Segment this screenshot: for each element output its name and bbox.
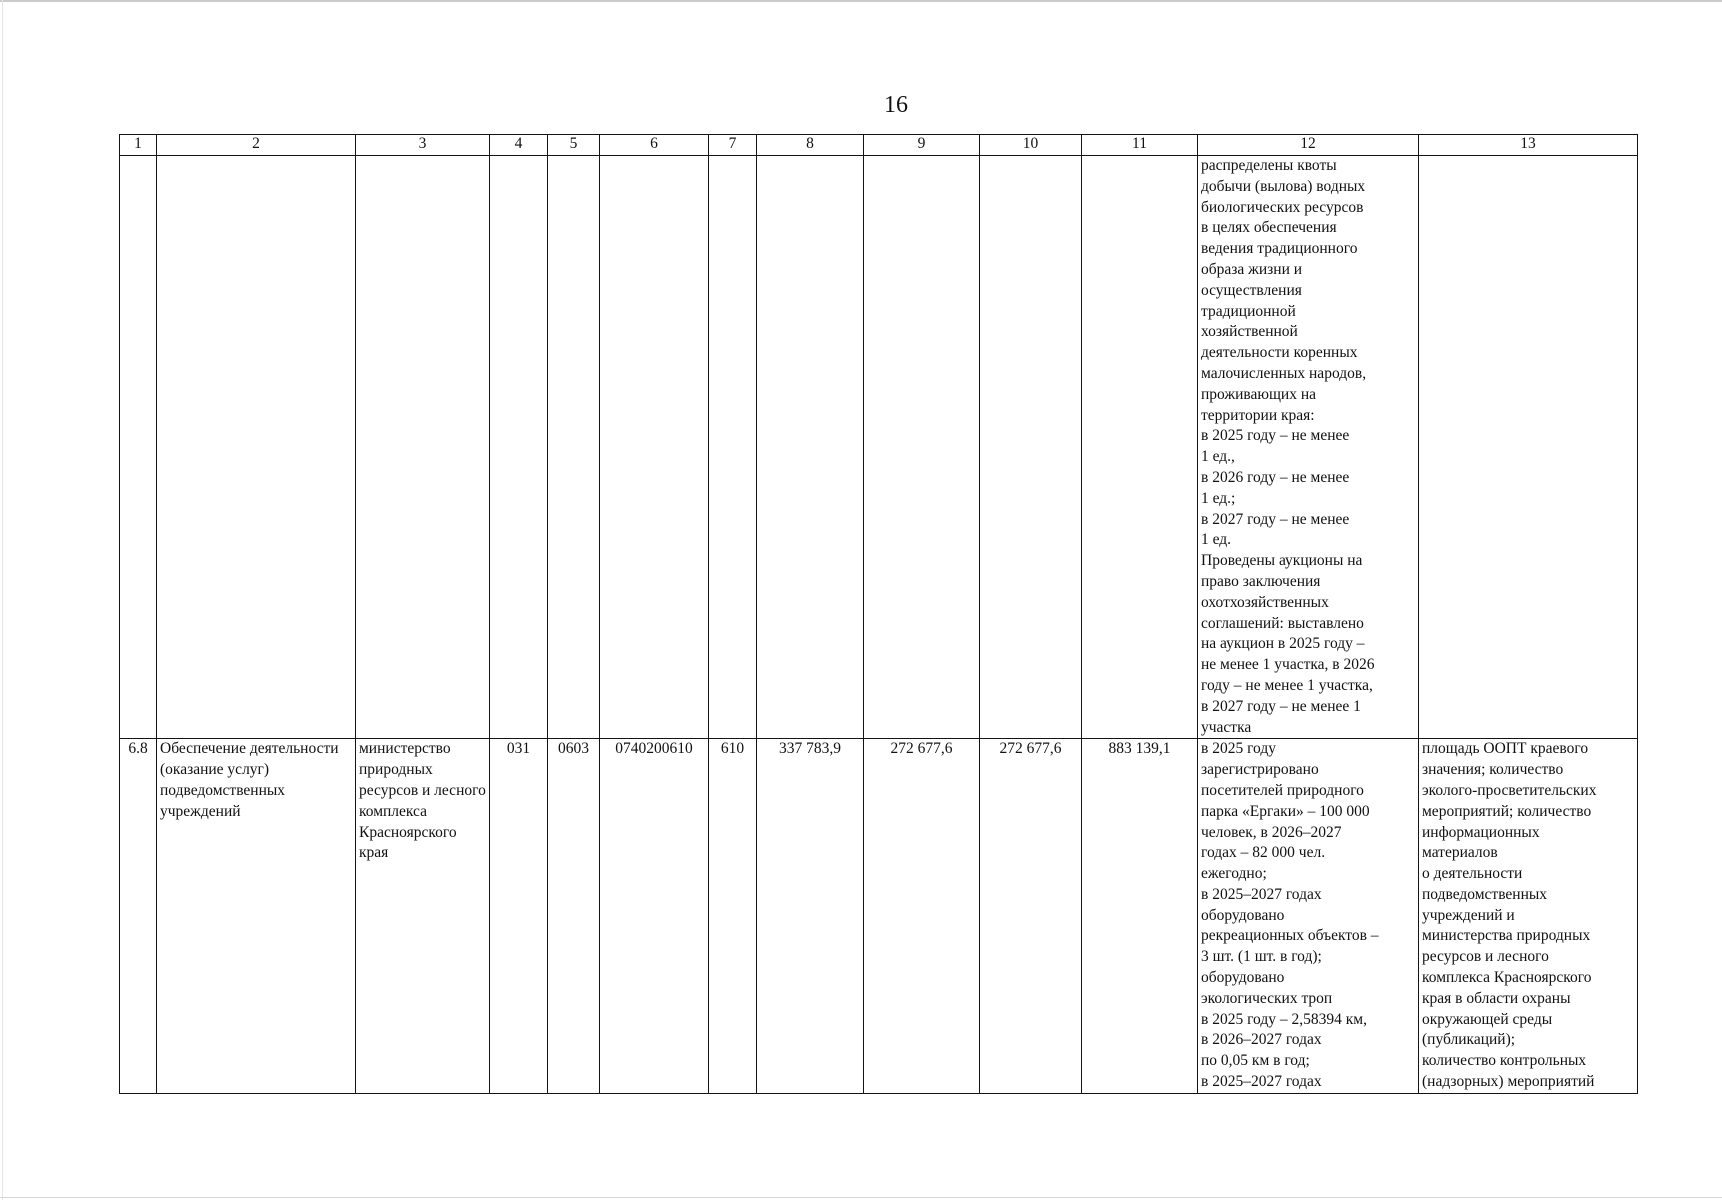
- header-cell: 4: [490, 135, 548, 156]
- header-cell: 2: [157, 135, 356, 156]
- grbs-code-cell: [490, 156, 548, 739]
- activity-name-cell: Обеспечение деятельности (оказание услуг) подведомственных учреждений: [157, 739, 356, 1094]
- budget-program-table: [119, 134, 1638, 1094]
- amount-2027-cell: [980, 156, 1082, 739]
- expected-result-cell: распределены квоты добычи (вылова) водных биологических ресурсов в целях обеспечения ведения традиционного образа жизни и осуществления традиционной хозяйственной деятельности коренных малочисленных народов, проживающих на территории края: в 2025 году – не менее 1 ед., в 2026 году – не менее 1 ед.; в 2027 году – не менее 1 ед. Проведены аукционы на право заключения охотхозяйственных соглашений: выставлено на аукцион в 2025 году – не менее 1 участка, в 2026 году – не менее 1 участка, в 2027 году – не менее 1 участка: [1198, 156, 1419, 739]
- amount-total-cell: 883 139,1: [1082, 739, 1198, 1094]
- target-article-cell: [600, 156, 709, 739]
- responsible-cell: [356, 156, 490, 739]
- amount-2025-cell: 337 783,9: [757, 739, 864, 1094]
- amount-2026-cell: [864, 156, 980, 739]
- scan-edge-left: [2, 0, 3, 1200]
- header-cell: 11: [1082, 135, 1198, 156]
- target-article-cell: 0740200610: [600, 739, 709, 1094]
- section-code-cell: 0603: [548, 739, 600, 1094]
- header-cell: 5: [548, 135, 600, 156]
- row-number-cell: [120, 156, 157, 739]
- header-cell: 12: [1198, 135, 1419, 156]
- header-cell: 6: [600, 135, 709, 156]
- header-cell: 3: [356, 135, 490, 156]
- header-cell: 10: [980, 135, 1082, 156]
- header-cell: 1: [120, 135, 157, 156]
- header-cell: 7: [709, 135, 757, 156]
- grbs-code-cell: 031: [490, 739, 548, 1094]
- scan-edge-bottom: [0, 1197, 1722, 1198]
- expense-type-cell: [709, 156, 757, 739]
- page-number: 16: [884, 92, 908, 118]
- table-header-row: [120, 135, 1638, 156]
- table-row: [120, 739, 1638, 1094]
- header-cell: 13: [1419, 135, 1638, 156]
- amount-total-cell: [1082, 156, 1198, 739]
- scan-edge-top: [0, 0, 1722, 2]
- section-code-cell: [548, 156, 600, 739]
- indicator-cell: площадь ООПТ краевого значения; количество эколого-просветительских мероприятий; количество информационных материалов о деятельности подведомственных учреждений и министерства природных ресурсов и лесного комплекса Красноярского края в области охраны окружающей среды (публикаций); количество контрольных (надзорных) мероприятий: [1419, 739, 1638, 1094]
- amount-2025-cell: [757, 156, 864, 739]
- activity-name-cell: [157, 156, 356, 739]
- row-number-cell: 6.8: [120, 739, 157, 1094]
- responsible-cell: министерство природных ресурсов и лесного комплекса Красноярского края: [356, 739, 490, 1094]
- header-cell: 9: [864, 135, 980, 156]
- header-cell: 8: [757, 135, 864, 156]
- amount-2027-cell: 272 677,6: [980, 739, 1082, 1094]
- expense-type-cell: 610: [709, 739, 757, 1094]
- amount-2026-cell: 272 677,6: [864, 739, 980, 1094]
- table-row: [120, 156, 1638, 739]
- expected-result-cell: в 2025 году зарегистрировано посетителей природного парка «Ергаки» – 100 000 человек, в 2026–2027 годах – 82 000 чел. ежегодно; в 2025–2027 годах оборудовано рекреационных объектов – 3 шт. (1 шт. в год); оборудовано экологических троп в 2025 году – 2,58394 км, в 2026–2027 годах по 0,05 км в год; в 2025–2027 годах: [1198, 739, 1419, 1094]
- indicator-cell: [1419, 156, 1638, 739]
